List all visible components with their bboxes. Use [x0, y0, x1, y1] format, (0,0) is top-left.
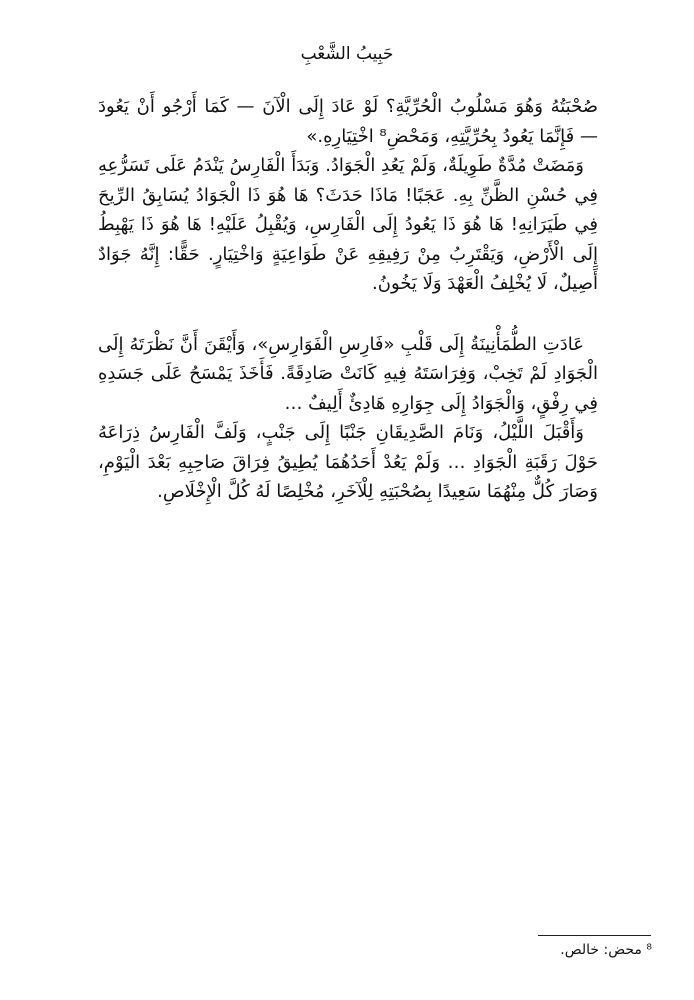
body-text	[98, 92, 598, 507]
footnote: ⁸ محض: خالص.	[560, 942, 652, 958]
footnote-divider	[538, 935, 651, 936]
paragraph-horse-returns: وَمَضَتْ مُدَّةٌ طَوِيلَةٌ، وَلَمْ يَعُدِ الْجَوَادُ. وَبَدَأَ الْفَارِسُ يَنْدَمُ عَلَى تَسَرُّعِهِ فِي حُسْنِ الظَّنِّ بِهِ. عَجَبًا! مَاذَا حَدَثَ؟ هَا هُوَ ذَا الْجَوَادُ يُسَابِقُ الرِّيحَ فِي طَيَرَانِهِ! هَا هُوَ ذَا يَعُودُ إِلَى الْفَارِسِ، وَيُقْبِلُ عَلَيْهِ! هَا هُوَ ذَا يَهْبِطُ إِلَى الْأَرْضِ، وَيَقْتَرِبُ مِنْ رَفِيقِهِ عَنْ طَوَاعِيَةٍ وَاخْتِيَارٍ. حَقًّا: إِنَّهُ جَوَادٌ أَصِيلٌ، لَا يُخْلِفُ الْعَهْدَ وَلَا يَخُونُ.	[98, 155, 598, 294]
paragraph-night: وَأَقْبَلَ اللَّيْلُ، وَنَامَ الصَّدِيقَانِ جَنْبًا إِلَى جَنْبٍ، وَلَفَّ الْفَارِسُ ذِرَاعَهُ حَوْلَ رَقَبَةِ الْجَوَادِ … وَلَمْ يَعُدْ أَحَدُهُمَا يُطِيقُ فِرَاقَ صَاحِبِهِ بَعْدَ الْيَوْمِ، وَصَارَ كُلٌّ مِنْهُمَا سَعِيدًا بِصُحْبَتِهِ لِلْآخَرِ، مُخْلِصًا لَهُ كُلَّ الْإِخْلَاصِ.	[98, 422, 598, 502]
paragraph-reassurance: عَادَتِ الطُّمَأْنِينَةُ إِلَى قَلْبِ «فَارِسِ الْفَوَارِسِ»، وَأَيْقَنَ أَنَّ نَظْرَتَهُ إِلَى الْجَوَادِ لَمْ تَخِبْ، وَفِرَاسَتَهُ فِيهِ كَانَتْ صَادِقَةً. فَأَخَذَ يَمْسَحُ عَلَى جَسَدِهِ فِي رِفْقٍ، وَالْجَوَادُ إِلَى جِوَارِهِ هَادِئٌ أَلِيفٌ …	[98, 333, 598, 414]
paragraph-continuation: صُحْبَتُهُ وَهُوَ مَسْلُوبُ الْحُرِّيَّةِ؟ لَوْ عَادَ إِلَى الْآنَ — كَمَا أَرْجُو أَنْ يَعُودَ — فَإِنَّمَا يَعُودُ بِحُرِّيَّتِهِ، وَمَحْضِ⁸ اخْتِيَارِهِ.»	[98, 96, 598, 147]
running-title: حَبِيبُ الشَّعْبِ	[300, 44, 394, 64]
